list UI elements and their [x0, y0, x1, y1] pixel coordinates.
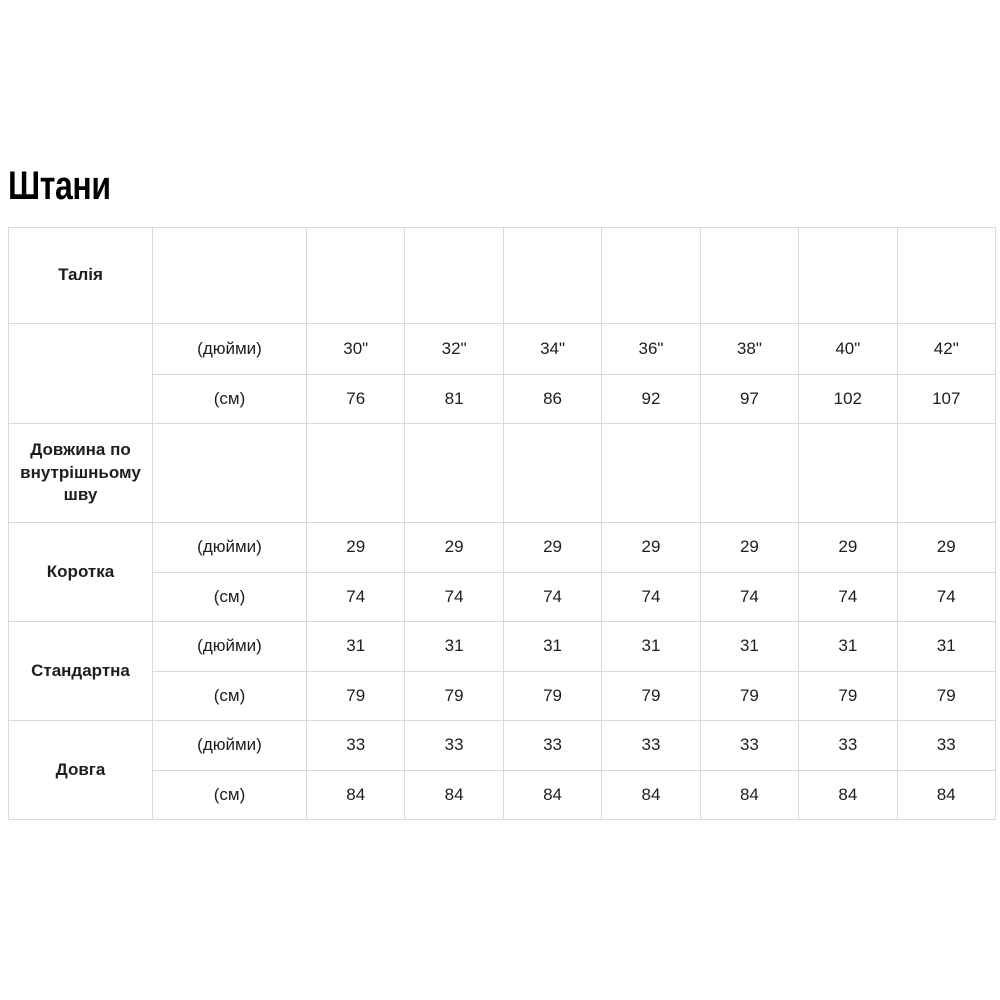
- inseam-inches-value-cell: 31: [405, 622, 503, 672]
- waist-cm-value-cell: 76: [307, 375, 405, 424]
- inseam-cm-value-cell: 84: [307, 771, 405, 820]
- inseam-inches-value-cell: 31: [700, 622, 798, 672]
- inseam-cm-value-cell: 79: [503, 672, 601, 721]
- inseam-cm-value-cell: 79: [799, 672, 897, 721]
- inseam-cm-value-cell: 74: [405, 573, 503, 622]
- inseam-cm-value-cell: 84: [799, 771, 897, 820]
- unit-label-cell: (см): [153, 771, 307, 820]
- inseam-header-row: [9, 424, 996, 523]
- waist-label-cell: Талія: [9, 228, 153, 324]
- unit-label-cell: (см): [153, 375, 307, 424]
- inseam-inches-value-cell: 29: [602, 523, 700, 573]
- inseam-long-cm-row: [9, 771, 996, 820]
- empty-cell: [897, 424, 995, 523]
- inseam-cm-value-cell: 79: [307, 672, 405, 721]
- waist-cm-value-cell: 86: [503, 375, 601, 424]
- size-table: [8, 227, 996, 820]
- inseam-cm-value-cell: 84: [897, 771, 995, 820]
- unit-label-cell: (дюйми): [153, 523, 307, 573]
- inseam-inches-value-cell: 31: [602, 622, 700, 672]
- waist-inches-value-cell: 30": [307, 324, 405, 375]
- inseam-inches-value-cell: 31: [503, 622, 601, 672]
- unit-label-cell: (дюйми): [153, 324, 307, 375]
- inseam-inches-value-cell: 31: [897, 622, 995, 672]
- inseam-cm-value-cell: 79: [897, 672, 995, 721]
- unit-label-cell: (см): [153, 672, 307, 721]
- inseam-inches-value-cell: 33: [602, 721, 700, 771]
- inseam-inches-value-cell: 33: [503, 721, 601, 771]
- empty-cell: [602, 424, 700, 523]
- inseam-inches-value-cell: 33: [307, 721, 405, 771]
- inseam-cm-value-cell: 84: [503, 771, 601, 820]
- unit-label-cell: (дюйми): [153, 622, 307, 672]
- waist-inches-value-cell: 42": [897, 324, 995, 375]
- inseam-group-label-cell: Довга: [9, 721, 153, 820]
- inseam-cm-value-cell: 74: [799, 573, 897, 622]
- inseam-short-cm-row: [9, 573, 996, 622]
- inseam-cm-value-cell: 79: [405, 672, 503, 721]
- inseam-inches-value-cell: 33: [700, 721, 798, 771]
- inseam-label-cell: Довжина по внутрішньому шву: [9, 424, 153, 523]
- waist-cm-value-cell: 97: [700, 375, 798, 424]
- waist-inches-row: [9, 324, 996, 375]
- inseam-inches-value-cell: 29: [503, 523, 601, 573]
- waist-cm-value-cell: 81: [405, 375, 503, 424]
- empty-cell: [897, 228, 995, 324]
- unit-label-cell: (см): [153, 573, 307, 622]
- empty-cell: [602, 228, 700, 324]
- waist-cm-row: [9, 375, 996, 424]
- inseam-cm-value-cell: 74: [700, 573, 798, 622]
- inseam-inches-value-cell: 31: [799, 622, 897, 672]
- inseam-short-inches-row: [9, 523, 996, 573]
- inseam-standard-inches-row: [9, 622, 996, 672]
- empty-cell: [503, 228, 601, 324]
- empty-cell: [700, 424, 798, 523]
- inseam-cm-value-cell: 79: [700, 672, 798, 721]
- inseam-inches-value-cell: 29: [897, 523, 995, 573]
- waist-header-row: [9, 228, 996, 324]
- inseam-inches-value-cell: 31: [307, 622, 405, 672]
- page-title: Штани: [8, 164, 111, 208]
- inseam-group-label-cell: Коротка: [9, 523, 153, 622]
- waist-cm-value-cell: 107: [897, 375, 995, 424]
- inseam-inches-value-cell: 29: [799, 523, 897, 573]
- waist-inches-value-cell: 36": [602, 324, 700, 375]
- waist-inches-value-cell: 40": [799, 324, 897, 375]
- waist-inches-value-cell: 38": [700, 324, 798, 375]
- empty-cell: [9, 324, 153, 424]
- waist-cm-value-cell: 92: [602, 375, 700, 424]
- empty-cell: [503, 424, 601, 523]
- empty-cell: [153, 424, 307, 523]
- inseam-inches-value-cell: 33: [405, 721, 503, 771]
- inseam-cm-value-cell: 79: [602, 672, 700, 721]
- inseam-cm-value-cell: 74: [503, 573, 601, 622]
- inseam-inches-value-cell: 33: [799, 721, 897, 771]
- empty-cell: [799, 424, 897, 523]
- inseam-cm-value-cell: 74: [307, 573, 405, 622]
- unit-label-cell: (дюйми): [153, 721, 307, 771]
- waist-inches-value-cell: 32": [405, 324, 503, 375]
- empty-cell: [700, 228, 798, 324]
- empty-cell: [799, 228, 897, 324]
- empty-cell: [307, 424, 405, 523]
- empty-cell: [153, 228, 307, 324]
- inseam-inches-value-cell: 33: [897, 721, 995, 771]
- empty-cell: [405, 424, 503, 523]
- inseam-group-label-cell: Стандартна: [9, 622, 153, 721]
- inseam-cm-value-cell: 74: [602, 573, 700, 622]
- inseam-inches-value-cell: 29: [405, 523, 503, 573]
- empty-cell: [307, 228, 405, 324]
- empty-cell: [405, 228, 503, 324]
- inseam-inches-value-cell: 29: [700, 523, 798, 573]
- inseam-cm-value-cell: 84: [405, 771, 503, 820]
- inseam-cm-value-cell: 74: [897, 573, 995, 622]
- waist-cm-value-cell: 102: [799, 375, 897, 424]
- inseam-cm-value-cell: 84: [602, 771, 700, 820]
- inseam-cm-value-cell: 84: [700, 771, 798, 820]
- inseam-long-inches-row: [9, 721, 996, 771]
- inseam-inches-value-cell: 29: [307, 523, 405, 573]
- waist-inches-value-cell: 34": [503, 324, 601, 375]
- inseam-standard-cm-row: [9, 672, 996, 721]
